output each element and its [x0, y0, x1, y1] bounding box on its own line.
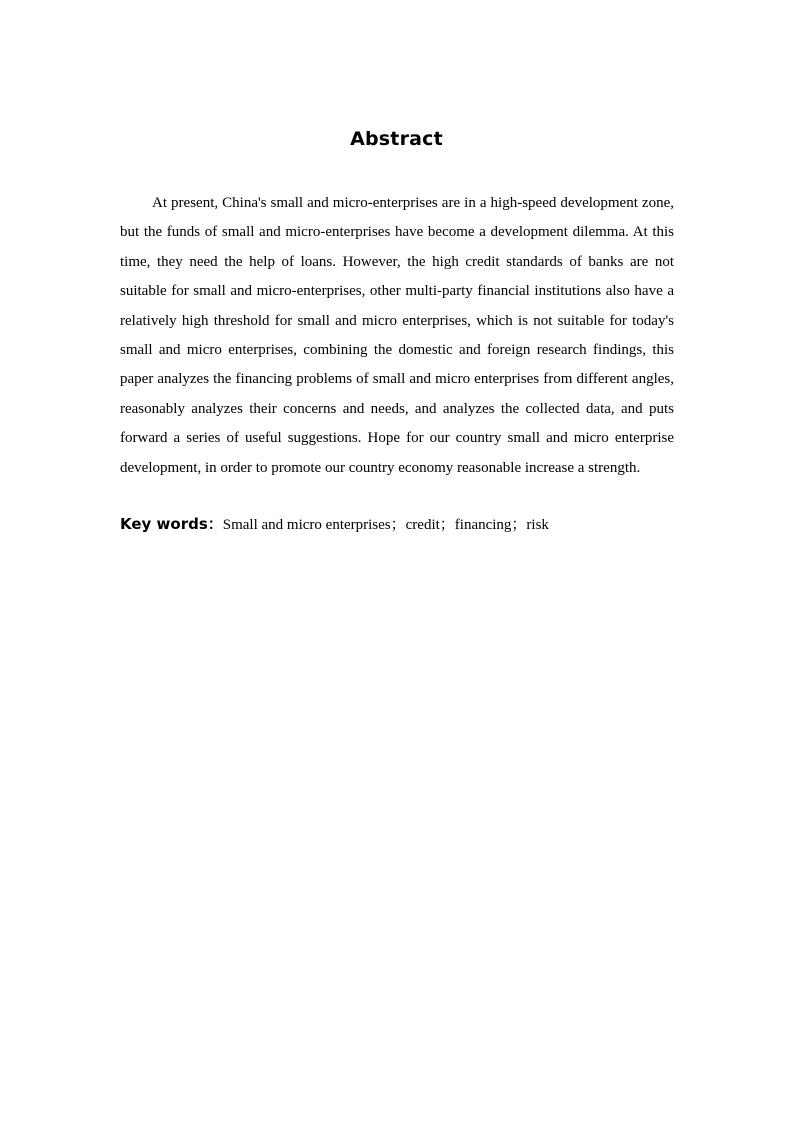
- keywords-line: [120, 513, 680, 534]
- abstract-body: At present, China's small and micro-enterprises are in a high-speed development zone, but the funds of small and micro-enterprises have become a development dilemma. At this time, they need the help of loans. However, the high credit standards of banks are not suitable for small and micro-enterprises, other multi-party financial institutions also have a relatively high threshold for small and micro enterprises, which is not suitable for today's small and micro enterprises, combining the domestic and foreign research findings, this paper analyzes the financing problems of small and micro enterprises from different angles, reasonably analyzes their concerns and needs, and analyzes the collected data, and puts forward a series of useful suggestions. Hope for our country small and micro enterprise development, in order to promote our country economy reasonable increase a strength.: [120, 195, 674, 476]
- abstract-title: Abstract: [350, 128, 443, 150]
- keywords-label: Key words：: [120, 515, 223, 533]
- keywords-value: Small and micro enterprises；credit；financing；risk: [222, 517, 549, 533]
